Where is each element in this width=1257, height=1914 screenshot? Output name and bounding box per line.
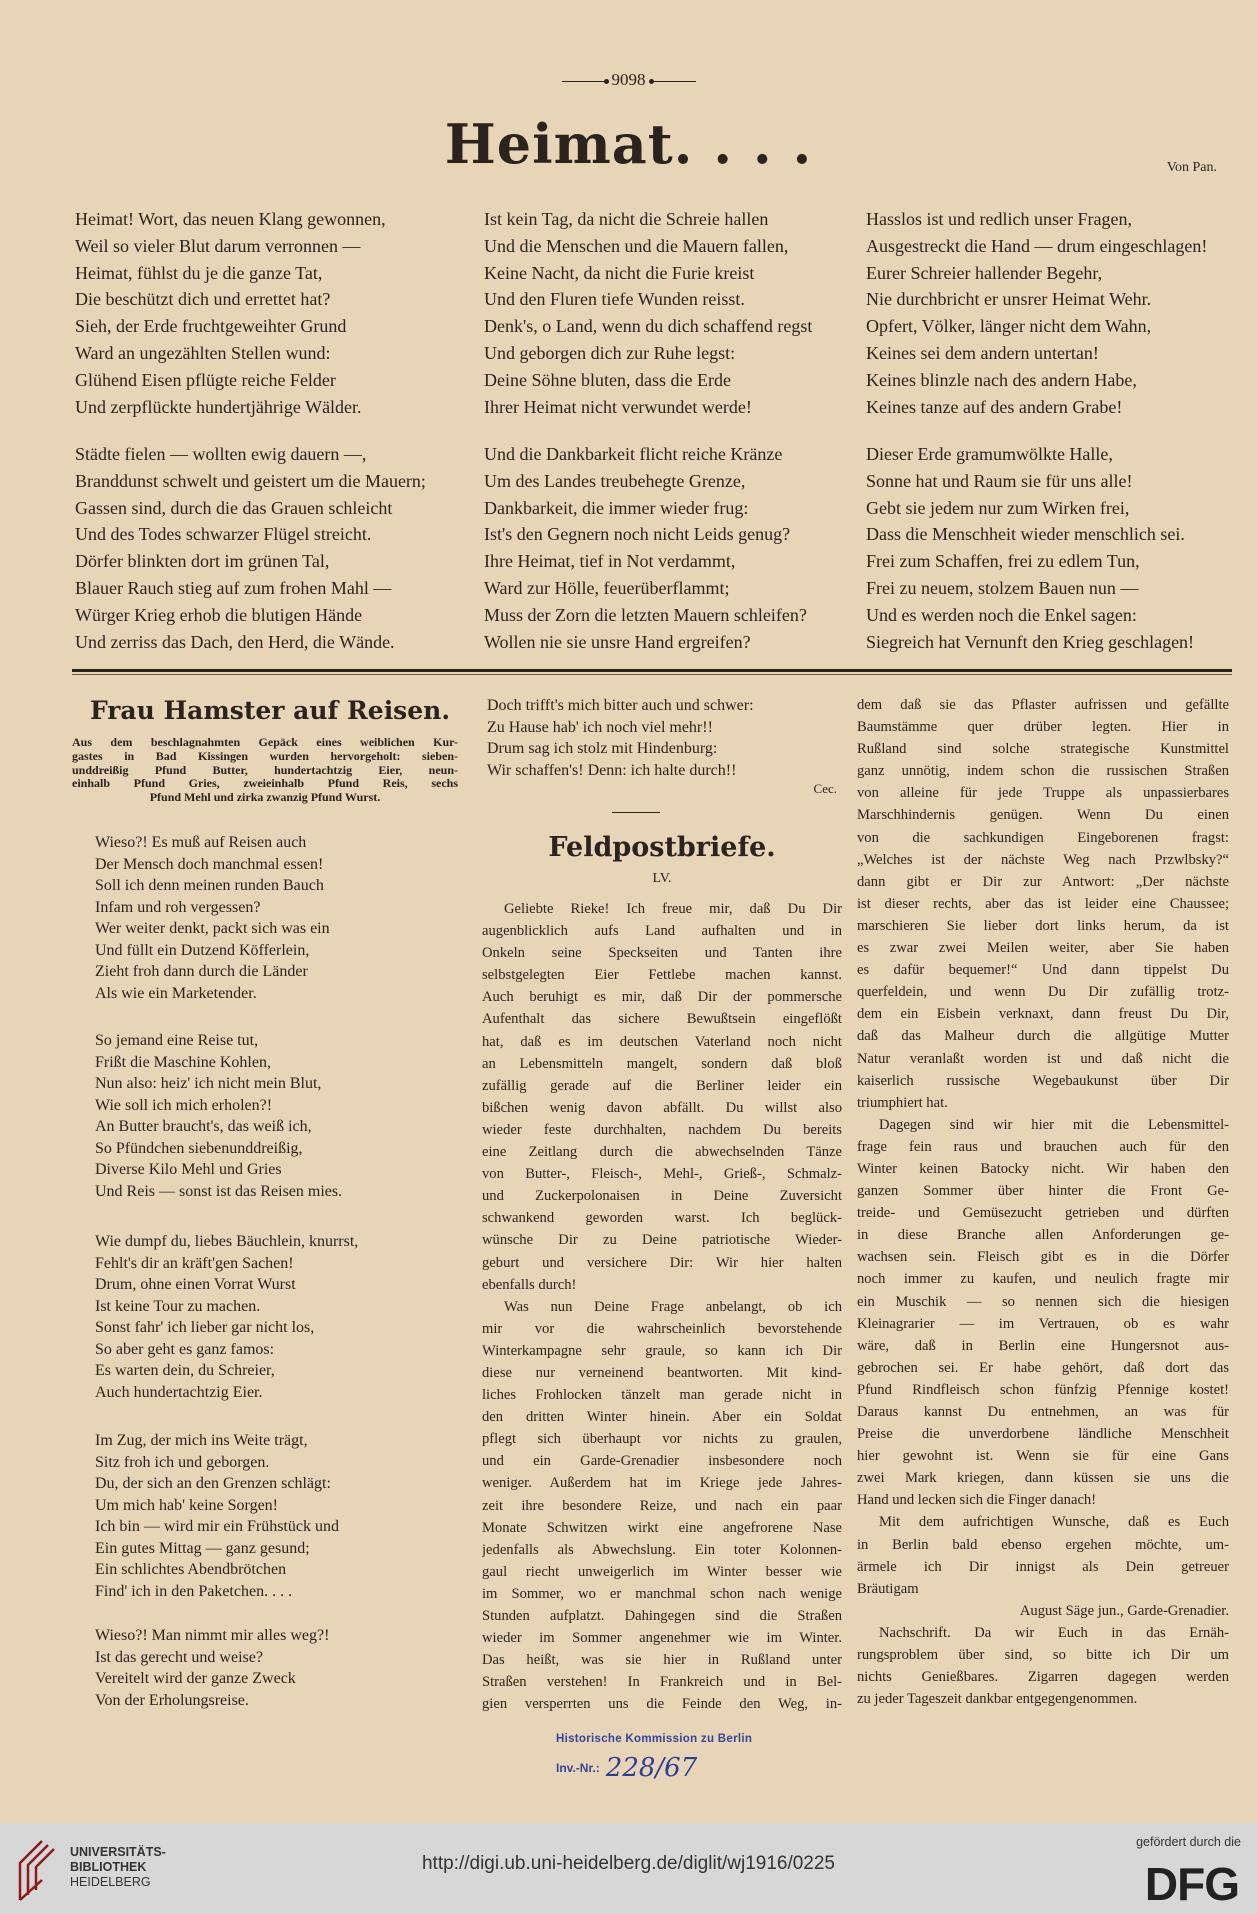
text-line: Marschhindernis genügen. Wenn Du einen xyxy=(857,807,1229,824)
feldpost-right-column xyxy=(857,694,1229,1710)
poem-line: Dankbarkeit, die immer wieder frug: xyxy=(484,497,749,518)
poem-byline: Von Pan. xyxy=(1166,160,1217,175)
text-line: daß das Malheur durch die allgütige Mutter xyxy=(857,1028,1229,1045)
poem-line: Frei zum Schaffen, frei zu edlem Tun, xyxy=(866,551,1140,572)
feldpost-title: Feldpostbriefe. xyxy=(548,832,776,863)
text-line: mir vor die wahrscheinlich bevorstehende xyxy=(482,1320,842,1337)
heimat-col2-stanza1 xyxy=(484,206,812,420)
text-line: im Sommer, wo er manchmal schon nach wenige xyxy=(482,1585,842,1602)
paragraph xyxy=(857,1114,1229,1512)
poem-line: Würger Krieg erhob die blutigen Hände xyxy=(75,604,363,625)
poem-line: Gebt sie jedem nur zum Wirken frei, xyxy=(866,497,1130,518)
poem-line: Zu Hause hab' ich noch viel mehr!! xyxy=(487,718,713,736)
text-line: frage fein raus und brauchen auch für den xyxy=(857,1138,1229,1155)
poem-line: Ausgestreckt die Hand — drum eingeschlagen! xyxy=(866,235,1208,256)
text-line: Monate Schwitzen wirkt eine angefrorene Nase xyxy=(482,1519,842,1536)
text-line: Winter keinen Batocky nicht. Wir haben den xyxy=(857,1160,1229,1177)
poem-line: Und füllt ein Dutzend Köfferlein, xyxy=(95,941,310,959)
intro-line: Pfund Mehl und zirka zwanzig Pfund Wurst. xyxy=(149,790,381,805)
poem-line: Um des Landes treubehegte Grenze, xyxy=(484,470,746,491)
poem-line: So Pfündchen siebenunddreißig, xyxy=(95,1139,303,1157)
text-line: gien versperrten uns die Feinde den Weg, in- xyxy=(482,1696,842,1713)
text-line: und Zuckerpolonaisen in Deine Zuversicht xyxy=(482,1188,842,1205)
text-line: Nachschrift. Da wir Euch in das Ernäh- xyxy=(879,1624,1229,1641)
poem-line: Wollen nie sie unsre Hand ergreifen? xyxy=(484,631,751,652)
hamster-title: Frau Hamster auf Reisen. xyxy=(89,696,451,725)
text-line: Rußland sind solche strategische Kunstmittel xyxy=(857,741,1229,758)
poem-line: Und die Menschen und die Mauern fallen, xyxy=(484,235,789,256)
text-line: es dafür bequemer!“ Und dann tippelst Du xyxy=(857,962,1229,979)
poem-line: Ein gutes Mittag — ganz gesund; xyxy=(95,1539,310,1557)
poem-line: Es warten dein, du Schreier, xyxy=(95,1362,275,1379)
hamster-intro xyxy=(72,736,458,805)
intro-line: Aus dem beschlagnahmten Gepäck eines weiblichen Kur- xyxy=(72,735,458,749)
text-line: pflegt sich überhaupt vor nichts zu graulen, xyxy=(482,1431,842,1448)
poem-line: Blauer Rauch stieg auf zum frohen Mahl — xyxy=(75,577,392,598)
text-line: Dagegen sind wir hier mit die Lebensmittel- xyxy=(879,1116,1229,1133)
poem-line: Ist kein Tag, da nicht die Schreie hallen xyxy=(484,209,769,229)
text-line: an Lebensmitteln mangelt, sondern daß bloß xyxy=(482,1055,842,1072)
text-line: dem ein Eisbein verknaxt, dann freust Du Dir, xyxy=(857,1006,1229,1023)
hamster-stanza4 xyxy=(95,1430,339,1602)
stamp-institution: Historische Kommission zu Berlin xyxy=(556,1733,753,1745)
footer-bar xyxy=(0,1823,1257,1914)
poem-line: Dieser Erde gramumwölkte Halle, xyxy=(866,444,1113,464)
text-line: hat, daß es im deutschen Vaterland noch nicht xyxy=(482,1033,842,1050)
text-line: gebrochen sei. Er habe gehört, daß dort das xyxy=(857,1359,1229,1376)
poem-line: Frißt die Maschine Kohlen, xyxy=(95,1053,271,1071)
text-line: liches Frohlocken tänzelt man gerade nicht in xyxy=(482,1387,842,1404)
ornament-left-icon xyxy=(562,81,606,82)
feldpost-middle-text xyxy=(482,898,842,1715)
poem-line: Heimat! Wort, das neuen Klang gewonnen, xyxy=(75,209,386,229)
text-line: ein Muschik — so nennen sich die hiesigen xyxy=(857,1293,1229,1310)
poem-line: Von der Erholungsreise. xyxy=(95,1691,249,1709)
poem-line: Gassen sind, durch die das Grauen schleicht xyxy=(75,497,393,518)
poem-line: Siegreich hat Vernunft den Krieg geschlagen! xyxy=(866,631,1195,652)
heimat-col3-stanza2 xyxy=(866,441,1194,655)
text-line: bißchen wenig davon abfällt. Du willst also xyxy=(482,1099,842,1116)
poem-line: Auch hundertachtzig Eier. xyxy=(95,1383,263,1401)
text-line: jedenfalls als Abwechslung. Ein toter Kolonnen- xyxy=(482,1541,842,1558)
text-line: noch immer zu kaufen, und neulich fragte mir xyxy=(857,1271,1229,1288)
poem-line: Und zerpflückte hundertjährige Wälder. xyxy=(75,396,362,417)
poem-line: Vereitelt wird der ganze Zweck xyxy=(95,1670,296,1687)
poem-line: Wie dumpf du, liebes Bäuchlein, knurrst, xyxy=(95,1233,359,1250)
text-line: und ein Garde-Grenadier insbesondere noch xyxy=(482,1453,842,1470)
text-line: gaul riecht unweigerlich im Winter besser wie xyxy=(482,1563,842,1580)
text-line: wieder im Sommer angenehmer wie im Winter. xyxy=(482,1630,842,1647)
text-line: Onkeln seine Speckseiten und Tanten ihre xyxy=(482,945,842,962)
text-line: Was nun Deine Frage anbelangt, ob ich xyxy=(504,1298,842,1315)
poem-line: Wie soll ich mich erholen?! xyxy=(95,1096,273,1114)
text-line: von die sachkundigen Eingeborenen fragst: xyxy=(857,829,1229,846)
text-line: Daraus kannst Du entnehmen, an was für xyxy=(857,1404,1229,1420)
text-line: Kleinagrarier — im Vertrauen, ob es wahr xyxy=(857,1315,1229,1332)
text-line: ganz unnötig, indem schon die russischen Straßen xyxy=(857,763,1229,780)
dfg-logo: DFG xyxy=(1144,1858,1239,1910)
poem-line: Wir schaffen's! Denn: ich halte durch!! xyxy=(487,761,737,779)
heimat-col1-stanza2 xyxy=(75,441,426,655)
poem-line: Ihre Heimat, tief in Not verdammt, xyxy=(484,551,736,572)
poem-line: Die beschützt dich und errettet hat? xyxy=(75,289,331,310)
poem-line: Und des Todes schwarzer Flügel streicht. xyxy=(75,524,372,545)
text-line: ärmele ich Dir innigst als Dein getreuer xyxy=(857,1558,1229,1575)
text-line: Winterkampagne sehr graule, so kann ich Dir xyxy=(482,1342,842,1359)
text-line: hier gewohnt ist. Wenn sie für eine Gans xyxy=(857,1448,1229,1465)
text-line: Hand und lecken sich die Finger danach! xyxy=(857,1492,1097,1509)
text-line: treide- und Gemüsezucht getrieben und dürften xyxy=(857,1205,1229,1222)
poem-line: Soll ich denn meinen runden Bauch xyxy=(95,877,324,894)
poem-line: Glühend Eisen pflügte reiche Felder xyxy=(75,369,336,390)
poem-line: Zieht froh dann durch die Länder xyxy=(95,963,308,980)
hamster-stanza6 xyxy=(487,695,754,781)
poem-line: Wieso?! Man nimmt mir alles weg?! xyxy=(95,1627,330,1644)
poem-line: Ein schlichtes Abendbrötchen xyxy=(95,1561,287,1578)
poem-line: Frei zu neuem, stolzem Bauen nun — xyxy=(866,577,1139,598)
poem-line: Diverse Kilo Mehl und Gries xyxy=(95,1161,282,1178)
text-line: kaiserlich russische Wegebaukunst über Dir xyxy=(857,1072,1229,1089)
poem-line: Nun also: heiz' ich nicht mein Blut, xyxy=(95,1075,322,1092)
text-line: schwankend geworden warst. Ich beglück- xyxy=(482,1210,842,1227)
poem-line: Drum, ohne einen Vorrat Wurst xyxy=(95,1276,296,1293)
intro-line: gastes in Bad Kissingen wurden hervorgeholt: sieben- xyxy=(72,748,458,763)
poem-line: Sonne hat und Raum sie für uns alle! xyxy=(866,470,1133,491)
poem-line: Opfert, Völker, länger nicht dem Wahn, xyxy=(866,316,1152,337)
text-line: in Berlin bald ebenso ergehen möchte, um- xyxy=(857,1536,1229,1553)
text-line: Pfund Rindfleisch schon fünfzig Pfennige kostet! xyxy=(857,1381,1229,1398)
text-line: zwei Mark kriegen, dann küssen sie uns die xyxy=(857,1470,1229,1487)
poem-line: Ist's den Gegnern noch nicht Leids genug? xyxy=(484,524,791,545)
poem-line: Eurer Schreier hallender Begehr, xyxy=(866,262,1103,283)
poem-line: An Butter braucht's, das weiß ich, xyxy=(95,1118,312,1135)
poem-line: Ist keine Tour zu machen. xyxy=(95,1297,261,1315)
text-line: zufällig gerade auf die Berliner leider ein xyxy=(482,1077,842,1094)
poem-line: Deine Söhne bluten, dass die Erde xyxy=(484,369,731,390)
text-line: von alleine für jede Truppe als unpassierbares xyxy=(857,785,1229,802)
heimat-col2-stanza2 xyxy=(484,441,807,655)
poem-line: Wieso?! Es muß auf Reisen auch xyxy=(95,834,307,851)
text-line: eine Zeitlang durch die abwechselnden Tänze xyxy=(482,1144,842,1161)
text-line: Auch beruhigt es mir, daß Dir der pommersche xyxy=(482,989,842,1006)
text-line: dem daß sie das Pflaster aufrissen und gefällte xyxy=(857,697,1229,713)
text-line: zeit ihre besondere Reize, und nach ein paar xyxy=(482,1497,842,1514)
stamp-inv-number: 228/67 xyxy=(605,1753,698,1783)
text-line: nichts Genießbares. Zigarren dagegen werden xyxy=(857,1669,1229,1686)
poem-line: Keines blinzle nach des andern Habe, xyxy=(866,369,1137,390)
text-line: diese nur verneinend beantworten. Mit kind- xyxy=(482,1364,842,1381)
text-line: Geliebte Rieke! Ich freue mir, daß Du Dir xyxy=(504,901,842,917)
poem-line: Du, der sich an den Grenzen schlägt: xyxy=(95,1475,331,1492)
archive-stamp xyxy=(556,1733,752,1783)
poem-line: Und die Dankbarkeit flicht reiche Kränze xyxy=(484,444,783,464)
text-line: von Butter-, Fleisch-, Mehl-, Grieß-, Schmalz- xyxy=(482,1166,842,1183)
poem-line: Muss der Zorn die letzten Mauern schleifen? xyxy=(484,604,807,625)
poem-line: Hasslos ist und redlich unser Fragen, xyxy=(866,209,1132,229)
paragraph xyxy=(482,898,842,1296)
hamster-stanza5 xyxy=(95,1625,329,1711)
intro-line: unddreißig Pfund Butter, hundertachtzig Eier, neun- xyxy=(72,762,458,777)
text-line: Baumstämme quer drüber legten. Hier in xyxy=(857,719,1229,736)
text-line: den dritten Winter hinein. Aber ein Soldat xyxy=(482,1409,842,1426)
text-line: ist dieser rechts, aber das ist leider eine Chaussee; xyxy=(857,895,1229,912)
stamp-inv-label: Inv.-Nr.: xyxy=(556,1761,600,1775)
poem-line: Städte fielen — wollten ewig dauern —, xyxy=(75,444,367,464)
paragraph xyxy=(482,1296,842,1716)
feldpost-number: LV. xyxy=(652,871,672,886)
section-divider-thin xyxy=(72,674,1232,675)
intro-line: einhalb Pfund Gries, zweieinhalb Pfund Reis, sechs xyxy=(72,776,458,791)
text-line: Preise die unverdorbene ländliche Menschheit xyxy=(857,1426,1229,1443)
poem-line: Und es werden noch die Enkel sagen: xyxy=(866,604,1137,625)
poem-line: Fehlt's dir an kräft'gen Sachen! xyxy=(95,1254,294,1272)
text-line: wünsche Dir zu Deine patriotische Wieder- xyxy=(482,1232,842,1249)
text-line: Straßen verstehen! In Frankreich und in Bel- xyxy=(482,1674,842,1691)
poem-line: So jemand eine Reise tut, xyxy=(95,1032,259,1049)
poem-line: Branddunst schwelt und geistert um die Mauern; xyxy=(75,470,426,491)
text-line: augenblicklich aufs Land aufhalten und in xyxy=(482,923,842,940)
poem-line: Keine Nacht, da nicht die Furie kreist xyxy=(484,262,755,283)
library-name: UNIVERSITÄTS- BIBLIOTHEK HEIDELBERG xyxy=(70,1845,166,1889)
text-line: Aufenthalt das sichere Bewußtsein eingeflößt xyxy=(482,1011,842,1028)
poem-line: Weil so vieler Blut darum verronnen — xyxy=(75,235,361,256)
poem-line: So aber geht es ganz famos: xyxy=(95,1340,275,1358)
poem-line: Um mich hab' keine Sorgen! xyxy=(95,1496,278,1514)
poem-line: Nie durchbricht er unsrer Heimat Wehr. xyxy=(866,289,1152,310)
text-line: selbstgelegten Eier Fettlebe machen kannst. xyxy=(482,967,842,984)
text-line: querfeldein, und wenn Du Dir zufällig trotz- xyxy=(857,984,1229,1001)
feldpost-postscript xyxy=(857,1622,1229,1710)
poem-line: Keines sei dem andern untertan! xyxy=(866,342,1099,363)
poem-line: Ihrer Heimat nicht verwundet werde! xyxy=(484,396,752,417)
poem-line: Sonst fahr' ich lieber gar nicht los, xyxy=(95,1319,315,1336)
text-line: marschieren Sie lieber dort links herum, da ist xyxy=(857,917,1229,934)
paragraph xyxy=(857,694,1229,1114)
ornament-right-icon xyxy=(652,81,696,82)
source-url-link[interactable]: http://digi.ub.uni-heidelberg.de/diglit/wj1916/0225 xyxy=(421,1853,836,1874)
poem-line: Ward an ungezählten Stellen wund: xyxy=(75,342,331,363)
feldpost-signature: August Säge jun., Garde-Grenadier. xyxy=(1019,1602,1229,1619)
text-line: rungsproblem über sind, so bitte ich Dir um xyxy=(857,1647,1229,1664)
poem-line: Ward zur Hölle, feuerüberflammt; xyxy=(484,577,730,598)
paragraph xyxy=(857,1511,1229,1599)
poem-line: Und den Fluren tiefe Wunden reisst. xyxy=(484,289,745,310)
poem-line: Doch trifft's mich bitter auch und schwer: xyxy=(487,697,754,714)
poem-line: Denk's, o Land, wenn du dich schaffend regst xyxy=(484,316,813,337)
text-line: wieder feste durchhalten, nachdem Du bereits xyxy=(482,1121,842,1138)
hamster-stanza3 xyxy=(95,1231,358,1403)
poem-line: Und Reis — sonst ist das Reisen mies. xyxy=(95,1182,343,1200)
page-number: 9098 xyxy=(0,70,1257,90)
poem-line: Und zerriss das Dach, den Herd, die Wände. xyxy=(75,631,395,652)
poem-line: Im Zug, der mich ins Weite trägt, xyxy=(95,1432,308,1449)
text-line: Stunden aufplatzt. Dahingegen sind die Straßen xyxy=(482,1608,842,1624)
poem-line: Der Mensch doch manchmal essen! xyxy=(95,855,324,873)
text-line: zu jeder Tageszeit dankbar entgegengenommen. xyxy=(857,1691,1138,1708)
poem-title: Heimat. . . . xyxy=(444,112,813,176)
text-line: Das heißt, was sie hier in Rußland unter xyxy=(482,1652,842,1669)
poem-line: Sieh, der Erde fruchtgeweihter Grund xyxy=(75,316,347,337)
text-line: ganzen Sommer über hinter die Front Ge- xyxy=(857,1183,1229,1200)
text-line: wäre, daß in Berlin eine Hungersnot aus- xyxy=(857,1337,1229,1354)
poem-line: Infam und roh vergessen? xyxy=(95,898,261,916)
text-line: geburt und versichere Dir: Wir hier halten xyxy=(482,1254,842,1271)
text-line: dann gibt er Dir zur Antwort: „Der nächste xyxy=(857,873,1229,890)
poem-line: Wer weiter denkt, packt sich was ein xyxy=(95,920,330,937)
poem-line: Als wie ein Marketender. xyxy=(95,984,257,1002)
hamster-stanza2 xyxy=(95,1030,342,1202)
poem-line: Sitz froh ich und geborgen. xyxy=(95,1453,270,1471)
text-line: Natur veranlaßt worden ist und daß nicht die xyxy=(857,1050,1229,1067)
text-line: wachsen sein. Fleisch gibt es in die Dörfer xyxy=(857,1249,1229,1266)
heimat-col3-stanza1 xyxy=(866,206,1207,420)
paragraph xyxy=(857,1622,1229,1710)
poem-line: Ich bin — wird mir ein Frühstück und xyxy=(95,1518,339,1535)
poem-line: Heimat, fühlst du je die ganze Tat, xyxy=(75,262,323,283)
poem-line: Dörfer blinkten dort im grünen Tal, xyxy=(75,551,330,572)
text-line: ebenfalls durch! xyxy=(482,1276,577,1293)
text-line: weniger. Außerdem hat im Kriege jede Jahres- xyxy=(482,1475,842,1492)
hamster-author: Cec. xyxy=(813,781,837,796)
ornament-divider-icon xyxy=(612,812,660,813)
text-line: es zwar zwei Meilen weiter, aber Sie haben xyxy=(857,940,1229,957)
funded-by-label: gefördert durch die xyxy=(1136,1835,1241,1849)
text-line: „Welches ist der nächste Weg nach Przwlbsky?“ xyxy=(857,851,1229,868)
poem-line: Drum sag ich stolz mit Hindenburg: xyxy=(487,740,718,757)
text-line: Bräutigam xyxy=(857,1580,919,1597)
poem-line: Dass die Menschheit wieder menschlich sei. xyxy=(866,524,1185,545)
section-divider xyxy=(72,669,1232,672)
text-line: in diese Branche allen Anforderungen ge- xyxy=(857,1227,1229,1244)
heimat-col1-stanza1 xyxy=(75,206,386,420)
text-line: Mit dem aufrichtigen Wunsche, daß es Euch xyxy=(879,1514,1229,1531)
poem-line: Find' ich in den Paketchen. . . . xyxy=(95,1582,293,1600)
poem-line: Keines tanze auf des andern Grabe! xyxy=(866,396,1123,417)
hamster-stanza1 xyxy=(95,832,330,1004)
poem-line: Und geborgen dich zur Ruhe legst: xyxy=(484,342,736,363)
text-line: triumphiert hat. xyxy=(857,1094,948,1111)
poem-line: Ist das gerecht und weise? xyxy=(95,1648,263,1666)
feldpost-right-text-a xyxy=(857,694,1229,1600)
